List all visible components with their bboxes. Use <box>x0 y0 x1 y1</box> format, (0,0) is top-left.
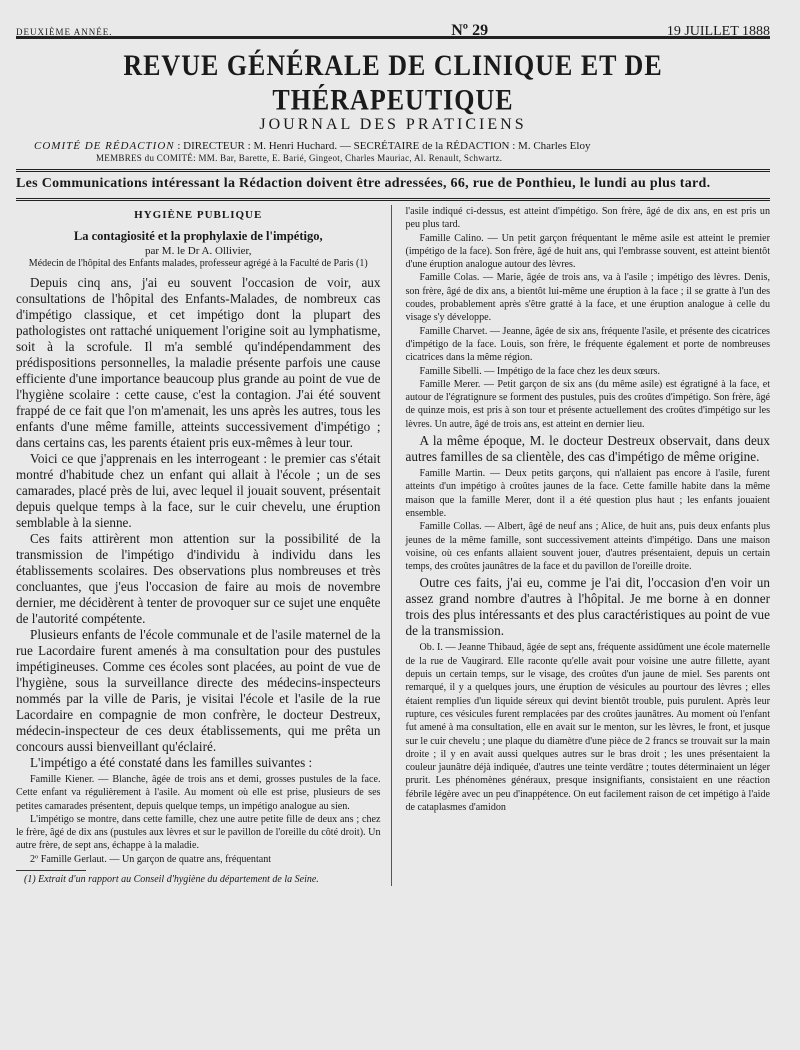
issue-date: 19 JUILLET 1888 <box>666 24 770 39</box>
paragraph: Depuis cinq ans, j'ai eu souvent l'occasion de voir, aux consultations de l'hôpital des Enfants-Malades, de nombreux cas d'impétigo classique, et cet impétigo dont la plupart des pathologistes ont rattaché uniquement l'origine soit au lymphatisme, soit à la scrofule. Il m'a semblé qu'indépendamment des prédispositions personnelles, la maladie présente parfois une cause efficiente d'une importance beaucoup plus grande au point de vue de l'hygiène scolaire : cette cause, c'est la contagion. J'ai été souvent frappé de ce fait que l'on m'amenait, les uns après les autres, tous les enfants d'une même famille, atteints successivement d'impétigo ; dans certains cas, les parents étaient pris eux-mêmes à leur tour. <box>16 275 381 450</box>
paragraph: Plusieurs enfants de l'école communale et de l'asile maternel de la rue Lacordaire furent amenés à ma consultation pour des pustules impétigineuses. Comme ces écoles sont placées, au point de vue de l'hygiène, sous la surveillance directe des médecins-inspecteurs nommés par la ville de Paris, je visitai l'école et l'asile de la rue Lacordaire en compagnie de mon confrère, le docteur Destreux, médecin-inspecteur de ces deux établissements, qui me prêta un concours aussi bienveillant qu'éclairé. <box>16 627 381 754</box>
paragraph: L'impétigo a été constaté dans les familles suivantes : <box>30 755 313 770</box>
footnote-rule <box>16 870 86 871</box>
submission-notice: Les Communications intéressant la Rédaction doivent être adressées, 66, rue de Ponthieu, le lundi au plus tard. <box>16 176 711 191</box>
case-paragraph: Famille Collas. — Albert, âgé de neuf ans ; Alice, de huit ans, puis deux enfants plus jeunes de la même famille, sont successivement atteints d'impétigo. Dans une maison voisine, où ces enfants allaient souvent jouer, d'autres présentaient, depuis un certain temps, des croûtes jaunâtres de la face et du pavillon de l'oreille droite. <box>405 521 770 573</box>
case-paragraph: Famille Charvet. — Jeanne, âgée de six ans, fréquente l'asile, et présente des cicatrices d'impétigo de la face. Louis, son frère, le fréquente également et porte de nombreuses cicatrices dans la même région. <box>405 325 770 364</box>
committee-members: MEMBRES du COMITÉ: MM. Bar, Barette, E. Barié, Gingeot, Charles Mauriac, Al. Renault, Schwartz. <box>96 153 503 163</box>
paragraph: Outre ces faits, j'ai eu, comme je l'ai dit, l'occasion d'en voir un assez grand nombre d'autres à l'hôpital. Je me borne à en donner trois des plus intéressants et des plus caractéristiques au point de vue de la transmission. <box>405 575 770 639</box>
paragraph: A la même époque, M. le docteur Destreux observait, dans deux autres familles de sa clientèle, des cas d'impétigo de même origine. <box>405 433 770 465</box>
article-columns <box>16 205 770 886</box>
case-paragraph: Famille Calino. — Un petit garçon fréquentant le même asile est atteint le premier (impétigo de la face). Son frère, âgé de huit ans, qui l'embrasse souvent, est atteint bientôt d'une éruption analogue autour des lèvres. <box>405 232 770 271</box>
author-affiliation: Médecin de l'hôpital des Enfants malades, professeur agrégé à la Faculté de Paris (1) <box>28 258 368 269</box>
article-author: par M. le Dr A. Ollivier, <box>145 245 252 257</box>
left-column <box>16 205 392 886</box>
masthead <box>16 48 770 163</box>
case-paragraph: 2º Famille Gerlaut. — Un garçon de quatre ans, fréquentant <box>30 853 272 865</box>
section-heading: HYGIÈNE PUBLIQUE <box>134 209 263 221</box>
case-paragraph: Famille Merer. — Petit garçon de six ans (du même asile) est égratigné à la face, et autour de l'égratignure se forment des pustules, puis des croûtes d'impétigo. Son frère, âgé de quinze mois, est pris à son tour et présente actuellement des croûtes d'impétigo sur les lèvres. Un autre, âgé de trois ans, est atteint en dernier lieu. <box>405 378 770 430</box>
case-paragraph: Famille Sibelli. — Impétigo de la face chez les deux sœurs. <box>419 365 661 377</box>
case-paragraph: l'asile indiqué ci-dessus, est atteint d'impétigo. Son frère, âgé de dix ans, en est pris un peu plus tard. <box>405 206 770 231</box>
right-column <box>404 205 771 886</box>
committee-label: COMITÉ DE RÉDACTION <box>34 140 175 152</box>
observation-paragraph: Ob. I. — Jeanne Thibaud, âgée de sept ans, fréquente assidûment une école maternelle de la rue de Vaugirard. Elle raconte qu'elle avait pour voisine une autre fillette, ayant depuis un certain temps, sur le visage, des croûtes d'un jaune de miel. Ses parents ont remarqué, il y a quelques jours, une éruption de vésicules au pourtour des lèvres ; elles étaient remplies d'un liquide séreux qui devint bientôt trouble, puis purulent. Après leur rupture, ces vésicules furent remplacées par des croûtes jaunâtres. Au moment où l'enfant fut amené à ma consultation, elle en avait sur le menton, sur les lèvres, le front, et jusque sur le cuir chevelu ; une plaque du diamètre d'une pièce de 2 francs se trouvait sur la main droite ; il y en avait aussi quelques autres sur le bras droit ; les unes présentaient la couleur jaunâtre déjà indiquée, d'autres une teinte verdâtre ; toutes déterminaient un léger prurit. Les phénomènes généraux, presque insignifiants, consistaient en une réaction fébrile légère avec un peu d'inappétence. On eut facilement raison de cet impétigo à l'aide de cataplasmes d'amidon <box>405 642 770 813</box>
issue-number: Nº 29 <box>451 22 489 39</box>
header-rule <box>16 36 770 39</box>
notice-rule <box>16 198 770 201</box>
case-paragraph: Famille Colas. — Marie, âgée de trois ans, va à l'asile ; impétigo des lèvres. Denis, son frère, âgé de dix ans, a bientôt lui-même une éruption à la face ; il se gratte à l'un des coudes, probablement après s'être gratté à la face, et une éruption analogue à celle du visage s'y développe. <box>405 272 770 324</box>
case-paragraph: Famille Kiener. — Blanche, âgée de trois ans et demi, grosses pustules de la face. Cette enfant va régulièrement à l'asile. Au moment où elle est prise, plusieurs de ses petites camarades présentent, depuis quelque temps, un impétigo analogue au sien. <box>16 774 381 812</box>
article-title: La contagiosité et la prophylaxie de l'impétigo, <box>73 229 323 243</box>
journal-title: REVUE GÉNÉRALE DE CLINIQUE ET DE THÉRAPEUTIQUE <box>123 48 663 117</box>
case-paragraph: L'impétigo se montre, dans cette famille, chez une autre petite fille de deux ans ; chez le frère, âgé de dix ans (pustules aux lèvres et sur le pavillon de l'oreille du côté droit). Un autre frère, de sept ans, échappe à la maladie. <box>16 813 381 852</box>
case-paragraph: Famille Martin. — Deux petits garçons, qui n'allaient pas encore à l'asile, furent atteints d'un impétigo à croûtes jaunes de la face. Cette famille habite dans la même maison que la famille Merer, dont il a été question plus haut ; les enfants jouaient ensemble. <box>405 468 770 519</box>
paragraph: Ces faits attirèrent mon attention sur la possibilité de la transmission de l'impétigo d'individu à individu dans les établissements scolaires. Des observations plus nombreuses et très concluantes, que j'eus l'occasion de faire au mois de novembre dernier, me décidèrent à tenter de provoquer sur ce sujet une enquête de l'autorité compétente. <box>16 531 381 626</box>
issue-header <box>16 0 770 39</box>
footnote: (1) Extrait d'un rapport au Conseil d'hygiène du département de la Seine. <box>24 874 319 886</box>
journal-subtitle: JOURNAL DES PRATICIENS <box>259 116 527 133</box>
committee-text: : DIRECTEUR : M. Henri Huchard. — SECRÉTAIRE de la RÉDACTION : M. Charles Eloy <box>177 140 591 152</box>
issue-year: DEUXIÈME ANNÉE. <box>16 27 113 37</box>
editorial-committee <box>16 140 770 152</box>
paragraph: Voici ce que j'apprenais en les interrogeant : le premier cas s'était montré d'habitude chez un enfant qui allait à l'école ; un de ses camarades, placé près de lui, avec lequel il jouait souvent, présentait depuis quelque temps à la face, sur le cuir chevelu, une éruption semblable à la sienne. <box>16 451 381 530</box>
